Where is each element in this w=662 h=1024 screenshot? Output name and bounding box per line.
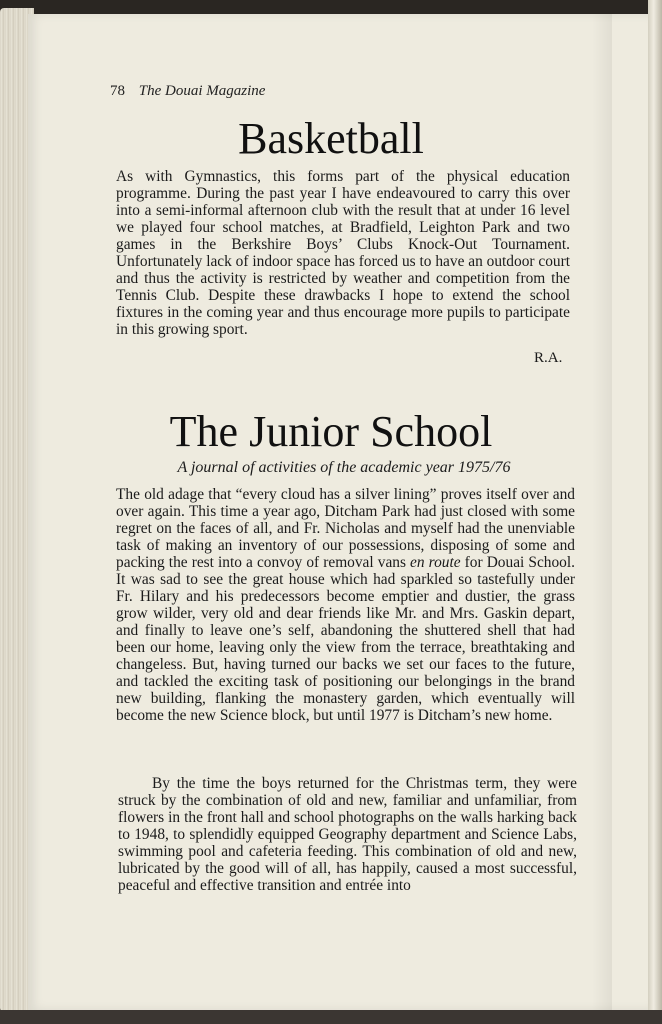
junior-school-subtitle: A journal of activities of the academic year 1975/76 [177, 459, 511, 476]
magazine-title: The Douai Magazine [138, 83, 266, 99]
basketball-body: As with Gymnastics, this forms part of the physical education programme. During the past year I have endeavoured to carry this over into a semi-informal afternoon club with the result that at under 16 level we played four school matches, at Bradfield, Leighton Park and two games in the Berkshire Boys’ Clubs Knock-Out Tournament. Unfortunately lack of indoor space has forced us to have an outdoor court and thus the activity is restricted by weather and competition from the Tennis Club. Despite these drawbacks I hope to extend the school fixtures in the coming year and thus encourage more pupils to participate in this growing sport. [116, 168, 570, 338]
basketball-title: Basketball [238, 114, 424, 163]
junior-school-title: The Junior School [169, 407, 493, 456]
paragraph-1-italic: en route [410, 554, 461, 571]
page-number: 78 [110, 83, 125, 99]
junior-school-paragraph-1 [116, 486, 575, 724]
paragraph-1-start: The old adage that “every cloud has a silver lining” proves itself over and over again. This time a year ago, Ditcham Park had just closed with some regret on the faces of all, and Fr. Nicholas and myself had the unenviable task of making an inventory of our possessions, disposing of some and packing the rest into a convoy of removal vans [116, 486, 575, 571]
paragraph-1-end: for Douai School. It was sad to see the great house which had sparkled so tastefully under Fr. Hilary and his predecessors become emptier and dustier, the grass grow wilder, very old and dear friends like Mr. and Mrs. Gaskin depart, and finally to leave one’s self, abandoning the shuttered shell that had been our home, leaving only the view from the terrace, breathtaking and changeless. But, having turned our backs we set our faces to the future, and tackled the exciting task of positioning our belongings in the brand new building, flanking the monastery garden, which eventually will become the new Science block, but until 1977 is Ditcham’s new home. [116, 554, 575, 724]
running-header [110, 83, 265, 100]
book-cover-bottom [0, 1010, 662, 1024]
basketball-signature: R.A. [534, 350, 563, 366]
junior-school-paragraph-2: By the time the boys returned for the Christmas term, they were struck by the combination of old and new, familiar and unfamiliar, from flowers in the front hall and school photographs on the walls harking back to 1948, to splendidly equipped Geography department and Science Labs, swimming pool and cafeteria feeding. This combination of old and new, lubricated by the good will of all, has happily, caused a most successful, peaceful and effective transition and entrée into [118, 775, 577, 894]
